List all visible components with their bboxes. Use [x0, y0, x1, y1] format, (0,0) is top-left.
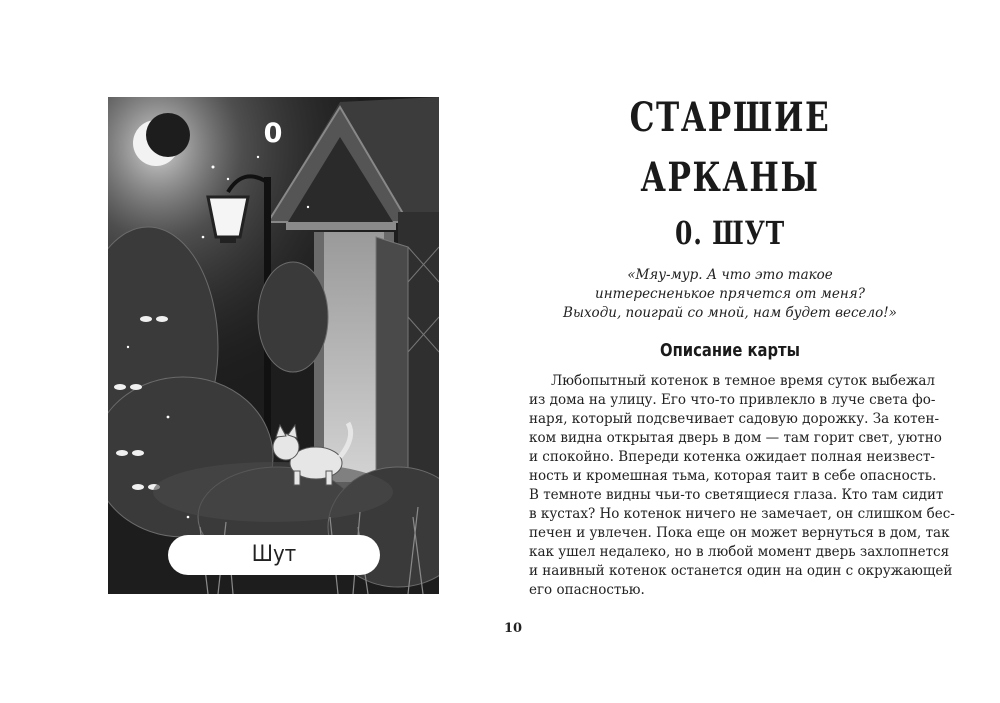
- tarot-card-illustration: [108, 97, 439, 594]
- body-line: ком видна открытая дверь в дом — там горит свет, уютно: [529, 430, 942, 446]
- card-artwork: [108, 97, 439, 594]
- card-title: 0. ШУТ: [675, 214, 785, 252]
- body-line: В темноте видны чьи-то светящиеся глаза. Кто там сидит: [529, 487, 944, 503]
- quote-line: Выходи, поиграй со мной, нам будет весело!»: [563, 305, 897, 321]
- body-line: из дома на улицу. Его что-то привлекло в луче света фо-: [529, 392, 936, 408]
- body-line: и спокойно. Впереди котенка ожидает полная неизвест-: [529, 449, 935, 465]
- body-line: Любопытный котенок в темное время суток выбежал: [551, 373, 935, 389]
- page-number: 10: [503, 621, 523, 636]
- body-line: в кустах? Но котенок ничего не замечает, он слишком бес-: [529, 506, 955, 522]
- quote-line: «Мяу-мур. А что это такое: [627, 267, 833, 283]
- body-line: печен и увлечен. Пока еще он может вернуться в дом, так: [529, 525, 950, 541]
- heading-line-1: СТАРШИЕ: [629, 94, 831, 141]
- body-line: наря, который подсвечивает садовую дорожку. За котен-: [529, 411, 940, 427]
- card-name-label: Шут: [168, 535, 380, 575]
- card-number: 0: [263, 118, 283, 149]
- section-title: Описание карты: [660, 340, 800, 361]
- body-line: и наивный котенок останется один на один с окружающей: [529, 563, 953, 579]
- quote-line: интересненькое прячется от меня?: [595, 286, 865, 302]
- body-line: его опасностью.: [529, 582, 645, 598]
- heading-line-2: АРКАНЫ: [640, 154, 820, 201]
- body-line: как ушел недалеко, но в любой момент дверь захлопнется: [529, 544, 950, 560]
- body-line: ность и кромешная тьма, которая таит в себе опасность.: [529, 468, 937, 484]
